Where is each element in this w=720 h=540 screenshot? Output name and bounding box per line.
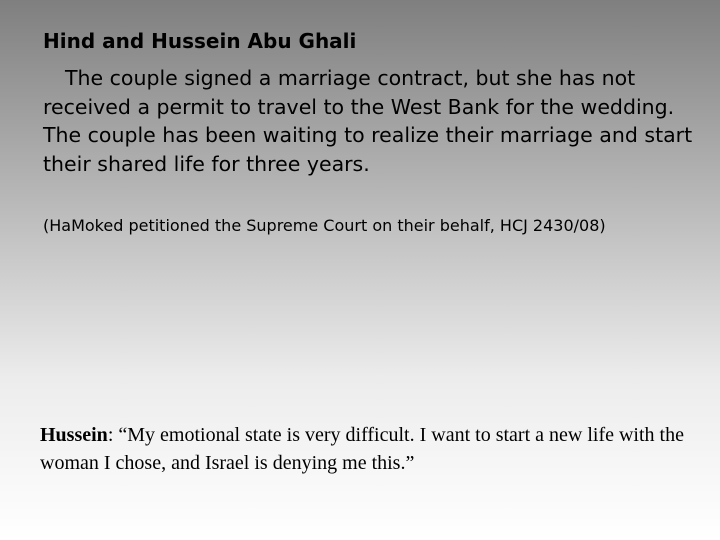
petition-note: (HaMoked petitioned the Supreme Court on their behalf, HCJ 2430/08) — [43, 216, 606, 235]
slide-body-text: The couple signed a marriage contract, but she has not received a permit to travel to the West Bank for the wedding. The couple has been waiting to realize their marriage and start their shared life for three years. — [43, 66, 693, 176]
quote-block — [40, 421, 700, 477]
quote-speaker: Hussein — [40, 424, 108, 446]
slide-heading: Hind and Hussein Abu Ghali — [43, 29, 357, 53]
quote-text: : “My emotional state is very difficult. I want to start a new life with the woman I chose, and Israel is denying me this.” — [40, 424, 684, 474]
